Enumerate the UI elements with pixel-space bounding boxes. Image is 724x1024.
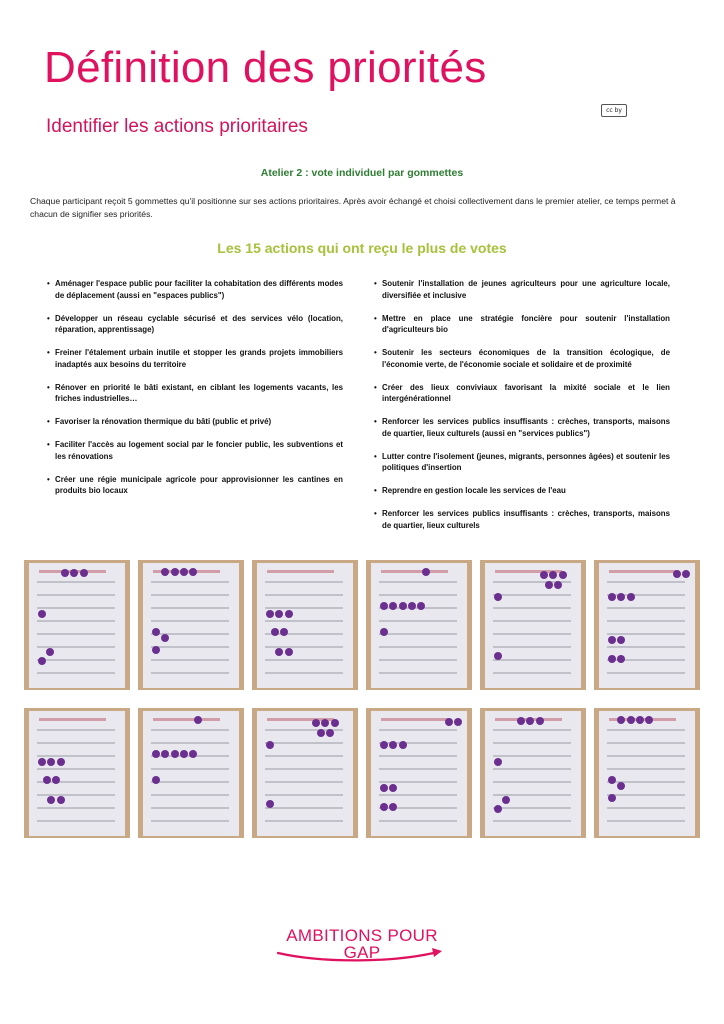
vote-sticker (540, 571, 548, 579)
sheet-text-line (493, 633, 572, 635)
vote-sticker (445, 718, 453, 726)
vote-sticker (271, 628, 279, 636)
sheet-text-line (493, 755, 572, 757)
sheet-text-line (379, 729, 458, 731)
vote-sticker (43, 776, 51, 784)
vote-sticker (189, 568, 197, 576)
paper-sheet (257, 711, 353, 836)
vote-sticker (70, 569, 78, 577)
vote-sticker (171, 750, 179, 758)
sheet-text-line (379, 581, 458, 583)
sheet-text-line (265, 581, 344, 583)
paper-sheet (29, 563, 125, 688)
paper-sheet (257, 563, 353, 688)
logo-text: AMBITIONS POUR GAP (286, 926, 438, 962)
paper-sheet (143, 563, 239, 688)
sheet-text-line (37, 807, 116, 809)
list-item: • Reprendre en gestion locale les services de l'eau (374, 485, 670, 497)
sheet-text-line (607, 755, 686, 757)
sheet-text-line (379, 794, 458, 796)
vote-sticker (152, 646, 160, 654)
vote-sheet-photo (366, 708, 472, 838)
sheet-text-line (37, 607, 116, 609)
sheet-text-line (151, 581, 230, 583)
sheet-text-line (379, 594, 458, 596)
sheet-text-line (265, 794, 344, 796)
top-actions-heading: Les 15 actions qui ont reçu le plus de votes (217, 240, 507, 256)
vote-sticker (194, 716, 202, 724)
vote-sticker (152, 628, 160, 636)
workshop-intro: Chaque participant reçoit 5 gommettes qu'il positionne sur ses actions prioritaires. Après avoir échangé et choisi collectivement dans le premier atelier, ce temps permet à chacun de signifier ses priorités. (30, 196, 676, 219)
sheet-text-line (379, 755, 458, 757)
sheet-text-line (607, 633, 686, 635)
vote-sticker (682, 570, 690, 578)
list-item: • Aménager l'espace public pour faciliter la cohabitation des différents modes de déplacement (aussi en "espaces publics") (47, 278, 343, 301)
sheet-text-line (151, 594, 230, 596)
sheet-text-line (151, 729, 230, 731)
sheet-text-line (151, 781, 230, 783)
sheet-header (609, 570, 676, 573)
sheet-text-line (607, 820, 686, 822)
vote-sticker (399, 602, 407, 610)
sheet-text-line (493, 594, 572, 596)
vote-sticker (417, 602, 425, 610)
sheet-text-line (493, 620, 572, 622)
vote-sheet-photo (24, 708, 130, 838)
list-item: • Faciliter l'accès au logement social par le foncier public, les subventions et les rénovations (47, 439, 343, 462)
sheet-text-line (37, 581, 116, 583)
vote-sticker (608, 655, 616, 663)
sheet-text-line (265, 781, 344, 783)
vote-sticker (380, 803, 388, 811)
sheet-header (381, 570, 448, 573)
vote-sheet-photo (594, 560, 700, 690)
vote-sticker (266, 741, 274, 749)
sheet-text-line (493, 607, 572, 609)
sheet-text-line (265, 607, 344, 609)
vote-sticker (608, 636, 616, 644)
vote-sticker (627, 716, 635, 724)
vote-sticker (57, 758, 65, 766)
vote-sticker (47, 796, 55, 804)
sheet-text-line (379, 620, 458, 622)
vote-sticker (266, 610, 274, 618)
sheet-text-line (151, 620, 230, 622)
photo-row-1 (24, 560, 700, 690)
vote-sticker (275, 648, 283, 656)
sheet-text-line (607, 742, 686, 744)
vote-sheet-photo (138, 560, 244, 690)
list-item: • Renforcer les services publics insuffisants : crèches, transports, maisons de quartier, lieux culturels (aussi en "services publics") (374, 416, 670, 439)
sheet-text-line (493, 729, 572, 731)
sheet-header (267, 570, 334, 573)
vote-sticker (180, 750, 188, 758)
vote-sticker (608, 593, 616, 601)
vote-sticker (161, 634, 169, 642)
paper-sheet (29, 711, 125, 836)
vote-sticker (673, 570, 681, 578)
sheet-text-line (493, 820, 572, 822)
license-badge: cc by (601, 104, 627, 117)
vote-sticker (408, 602, 416, 610)
sheet-text-line (265, 820, 344, 822)
vote-sticker (189, 750, 197, 758)
vote-sticker (645, 716, 653, 724)
vote-sticker (545, 581, 553, 589)
vote-sticker (617, 593, 625, 601)
vote-sheet-photo (138, 708, 244, 838)
vote-sheet-photo (252, 560, 358, 690)
sheet-text-line (265, 742, 344, 744)
sheet-text-line (151, 607, 230, 609)
vote-sticker (47, 758, 55, 766)
vote-sticker (312, 719, 320, 727)
sheet-text-line (379, 781, 458, 783)
paper-sheet (599, 711, 695, 836)
sheet-text-line (37, 755, 116, 757)
list-item: • Rénover en priorité le bâti existant, en ciblant les logements vacants, les friches industrielles… (47, 382, 343, 405)
vote-sticker (57, 796, 65, 804)
vote-sticker (536, 717, 544, 725)
vote-sticker (617, 782, 625, 790)
sheet-header (39, 718, 106, 721)
workshop-heading: Atelier 2 : vote individuel par gommettes (260, 167, 464, 179)
photo-row-2 (24, 708, 700, 838)
actions-list-right (374, 278, 670, 543)
list-item: • Favoriser la rénovation thermique du bâti (public et privé) (47, 416, 343, 428)
vote-sheet-photo (24, 560, 130, 690)
list-item: • Lutter contre l'isolement (jeunes, migrants, personnes âgées) et soutenir les politiques d'insertion (374, 451, 670, 474)
sheet-text-line (607, 646, 686, 648)
sheet-text-line (493, 646, 572, 648)
vote-sticker (38, 610, 46, 618)
sheet-text-line (151, 794, 230, 796)
paper-sheet (371, 711, 467, 836)
vote-sticker (38, 657, 46, 665)
paper-sheet (485, 711, 581, 836)
sheet-text-line (265, 755, 344, 757)
vote-sticker (380, 784, 388, 792)
vote-sheet-photo (594, 708, 700, 838)
sheet-text-line (379, 646, 458, 648)
vote-sticker (549, 571, 557, 579)
sheet-text-line (607, 672, 686, 674)
sheet-text-line (607, 768, 686, 770)
vote-sticker (52, 776, 60, 784)
vote-sticker (161, 750, 169, 758)
list-item: • Développer un réseau cyclable sécurisé et des services vélo (location, réparation, apprentissage) (47, 313, 343, 336)
vote-sticker (608, 794, 616, 802)
vote-sticker (389, 741, 397, 749)
sheet-text-line (379, 768, 458, 770)
sheet-text-line (37, 729, 116, 731)
paper-sheet (485, 563, 581, 688)
paper-sheet (143, 711, 239, 836)
paper-sheet (599, 563, 695, 688)
vote-sheet-photo (366, 560, 472, 690)
page-subtitle: Identifier les actions prioritaires (46, 116, 308, 137)
logo-swoosh-icon (272, 943, 452, 965)
vote-sticker (46, 648, 54, 656)
sheet-text-line (37, 620, 116, 622)
vote-sticker (389, 784, 397, 792)
sheet-header (381, 718, 448, 721)
actions-list-left (47, 278, 343, 508)
vote-sticker (171, 568, 179, 576)
sheet-text-line (379, 659, 458, 661)
vote-sticker (617, 655, 625, 663)
vote-sticker (61, 569, 69, 577)
vote-sticker (380, 628, 388, 636)
sheet-text-line (151, 646, 230, 648)
vote-sticker (617, 636, 625, 644)
list-item: • Mettre en place une stratégie foncière pour soutenir l'installation d'agriculteurs bio (374, 313, 670, 336)
vote-sticker (285, 610, 293, 618)
vote-sticker (399, 741, 407, 749)
vote-sheet-photo (252, 708, 358, 838)
sheet-text-line (37, 742, 116, 744)
sheet-text-line (151, 820, 230, 822)
vote-sticker (554, 581, 562, 589)
vote-sticker (331, 719, 339, 727)
sheet-text-line (493, 781, 572, 783)
sheet-text-line (37, 594, 116, 596)
vote-sticker (380, 602, 388, 610)
sheet-text-line (493, 659, 572, 661)
vote-sticker (389, 602, 397, 610)
vote-sticker (494, 805, 502, 813)
vote-sticker (526, 717, 534, 725)
vote-sticker (285, 648, 293, 656)
list-item: • Freiner l'étalement urbain inutile et stopper les grands projets immobiliers inadaptés aux besoins du territoire (47, 347, 343, 370)
sheet-text-line (379, 633, 458, 635)
vote-sticker (627, 593, 635, 601)
vote-sticker (321, 719, 329, 727)
vote-sticker (502, 796, 510, 804)
vote-sticker (617, 716, 625, 724)
sheet-text-line (265, 620, 344, 622)
vote-sticker (275, 610, 283, 618)
sheet-text-line (265, 807, 344, 809)
vote-sticker (280, 628, 288, 636)
vote-sheet-photo (480, 560, 586, 690)
sheet-text-line (379, 820, 458, 822)
sheet-text-line (37, 768, 116, 770)
vote-sticker (317, 729, 325, 737)
vote-sticker (494, 652, 502, 660)
sheet-text-line (151, 742, 230, 744)
sheet-text-line (37, 820, 116, 822)
vote-sticker (422, 568, 430, 576)
vote-sheet-photo (480, 708, 586, 838)
sheet-text-line (265, 659, 344, 661)
vote-sticker (608, 776, 616, 784)
sheet-text-line (493, 742, 572, 744)
vote-sticker (559, 571, 567, 579)
sheet-text-line (265, 768, 344, 770)
sheet-text-line (37, 659, 116, 661)
sheet-text-line (607, 807, 686, 809)
vote-sticker (389, 803, 397, 811)
sheet-text-line (151, 768, 230, 770)
vote-sticker (494, 593, 502, 601)
sheet-text-line (607, 581, 686, 583)
sheet-text-line (265, 672, 344, 674)
ambitions-pour-gap-logo (272, 927, 452, 967)
vote-sticker (494, 758, 502, 766)
vote-sticker (80, 569, 88, 577)
vote-sticker (380, 741, 388, 749)
sheet-text-line (37, 633, 116, 635)
list-item: • Renforcer les services publics insuffisants : crèches, transports, maisons de quartier, lieux culturels (374, 508, 670, 531)
sheet-text-line (493, 672, 572, 674)
vote-sticker (38, 758, 46, 766)
sheet-text-line (379, 672, 458, 674)
sheet-text-line (265, 594, 344, 596)
vote-sticker (152, 776, 160, 784)
sheet-text-line (493, 807, 572, 809)
vote-sticker (454, 718, 462, 726)
sheet-text-line (607, 620, 686, 622)
sheet-text-line (151, 672, 230, 674)
sheet-text-line (607, 607, 686, 609)
list-item: • Créer une régie municipale agricole pour approvisionner les cantines en produits bio locaux (47, 474, 343, 497)
sheet-text-line (493, 768, 572, 770)
sheet-text-line (151, 807, 230, 809)
vote-sticker (161, 568, 169, 576)
vote-sticker (326, 729, 334, 737)
list-item: • Soutenir l'installation de jeunes agriculteurs pour une agriculture locale, diversifiée et inclusive (374, 278, 670, 301)
sheet-text-line (151, 659, 230, 661)
vote-sticker (152, 750, 160, 758)
sheet-text-line (607, 729, 686, 731)
paper-sheet (371, 563, 467, 688)
sheet-text-line (607, 794, 686, 796)
vote-sticker (180, 568, 188, 576)
list-item: • Créer des lieux conviviaux favorisant la mixité sociale et le lien intergénérationnel (374, 382, 670, 405)
list-item: • Soutenir les secteurs économiques de la transition écologique, de l'économie verte, de l'économie sociale et solidaire et de proximité (374, 347, 670, 370)
vote-sticker (636, 716, 644, 724)
vote-sticker (517, 717, 525, 725)
page-title: Définition des priorités (44, 43, 487, 92)
vote-sticker (266, 800, 274, 808)
sheet-text-line (37, 672, 116, 674)
sheet-header (153, 718, 220, 721)
